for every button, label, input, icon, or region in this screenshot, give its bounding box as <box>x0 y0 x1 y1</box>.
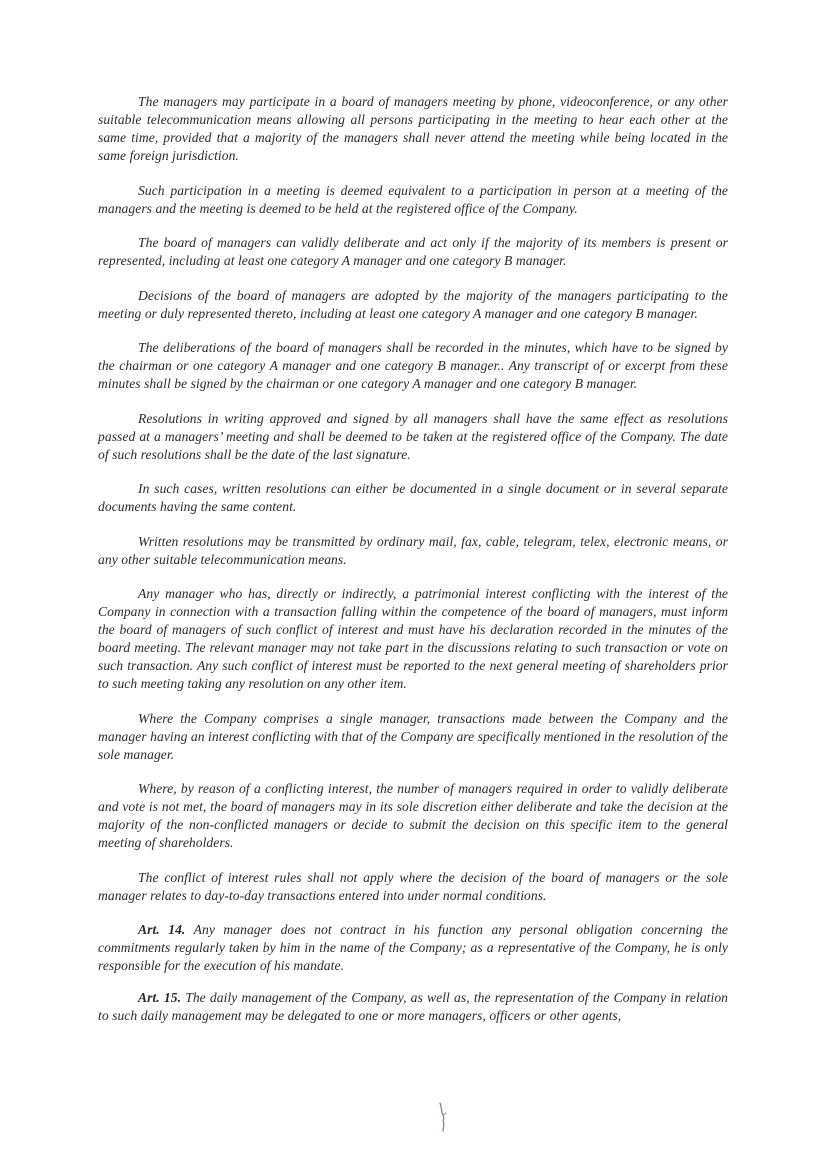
paragraph-conflicting-quorum: Where, by reason of a conflicting interest, the number of managers required in order to validly deliberate and vote is not met, the board of managers may in its sole discretion either deliberate and take the decision at the majority of the non-conflicted managers or decide to submit the decision on this specific item to the general meeting of shareholders. <box>98 781 728 850</box>
article-15 <box>98 989 728 1025</box>
paragraph-resolution-documents: In such cases, written resolutions can either be documented in a single document or in several separate documents having the same content. <box>98 481 728 514</box>
paragraph-conflict-of-interest: Any manager who has, directly or indirectly, a patrimonial interest conflicting with the interest of the Company in connection with a transaction falling within the competence of the board of managers, must inform the board of managers of such conflict of interest and must have his declaration recorded in the minutes of the board meeting. The relevant manager may not take part in the discussions relating to such transaction or vote on such transaction. Any such conflict of interest must be reported to the next general meeting of shareholders prior to such meeting taking any resolution on any other item. <box>98 586 728 691</box>
article-14-label: Art. 14. <box>138 922 186 937</box>
article-14-text: Any manager does not contract in his function any personal obligation concerning the commitments regularly taken by him in the name of the Company; as a representative of the Company, he is only responsible for the execution of his mandate. <box>98 922 729 973</box>
paragraph-single-manager: Where the Company comprises a single manager, transactions made between the Company and the manager having an interest conflicting with that of the Company are specifically mentioned in the resolution of the sole manager. <box>98 710 728 762</box>
paragraph-minutes: The deliberations of the board of managers shall be recorded in the minutes, which have to be signed by the chairman or one category A manager and one category B manager.. Any transcript of or excerpt from these minutes shall be signed by the chairman or one category A manager and one category B manager. <box>98 340 728 391</box>
paragraph-written-resolutions: Resolutions in writing approved and signed by all managers shall have the same effect as resolutions passed at a managers’ meeting and shall be deemed to be taken at the registered office of the Company. The date of such resolutions shall be the date of the last signature. <box>98 410 728 462</box>
paragraph-participation-equivalence: Such participation in a meeting is deemed equivalent to a participation in person at a meeting of the managers and the meeting is deemed to be held at the registered office of the Company. <box>98 182 728 216</box>
paragraph-remote-participation: The managers may participate in a board of managers meeting by phone, videoconference, or any other suitable telecommunication means allowing all persons participating in the meeting to hear each other at the same time, provided that a majority of the managers shall never attend the meeting while being located in the same foreign jurisdiction. <box>98 94 728 163</box>
document-body <box>98 93 728 1039</box>
paragraph-resolution-transmission: Written resolutions may be transmitted by ordinary mail, fax, cable, telegram, telex, electronic means, or any other suitable telecommunication means. <box>98 533 728 567</box>
paragraph-majority-decisions: Decisions of the board of managers are adopted by the majority of the managers participating to the meeting or duly represented thereto, including at least one category A manager and one category B manager. <box>98 287 728 321</box>
paragraph-quorum: The board of managers can validly deliberate and act only if the majority of its members is present or represented, including at least one category A manager and one category B manager. <box>98 235 728 268</box>
article-15-label: Art. 15. <box>138 990 182 1005</box>
paragraph-conflict-exemption: The conflict of interest rules shall not apply where the decision of the board of managers or the sole manager relates to day-to-day transactions entered into under normal conditions. <box>98 869 728 903</box>
article-14 <box>98 921 728 975</box>
article-15-text: The daily management of the Company, as well as, the representation of the Company in relation to such daily management may be delegated to one or more managers, officers or other agents, <box>98 990 729 1023</box>
initial-mark-icon <box>436 1100 450 1134</box>
